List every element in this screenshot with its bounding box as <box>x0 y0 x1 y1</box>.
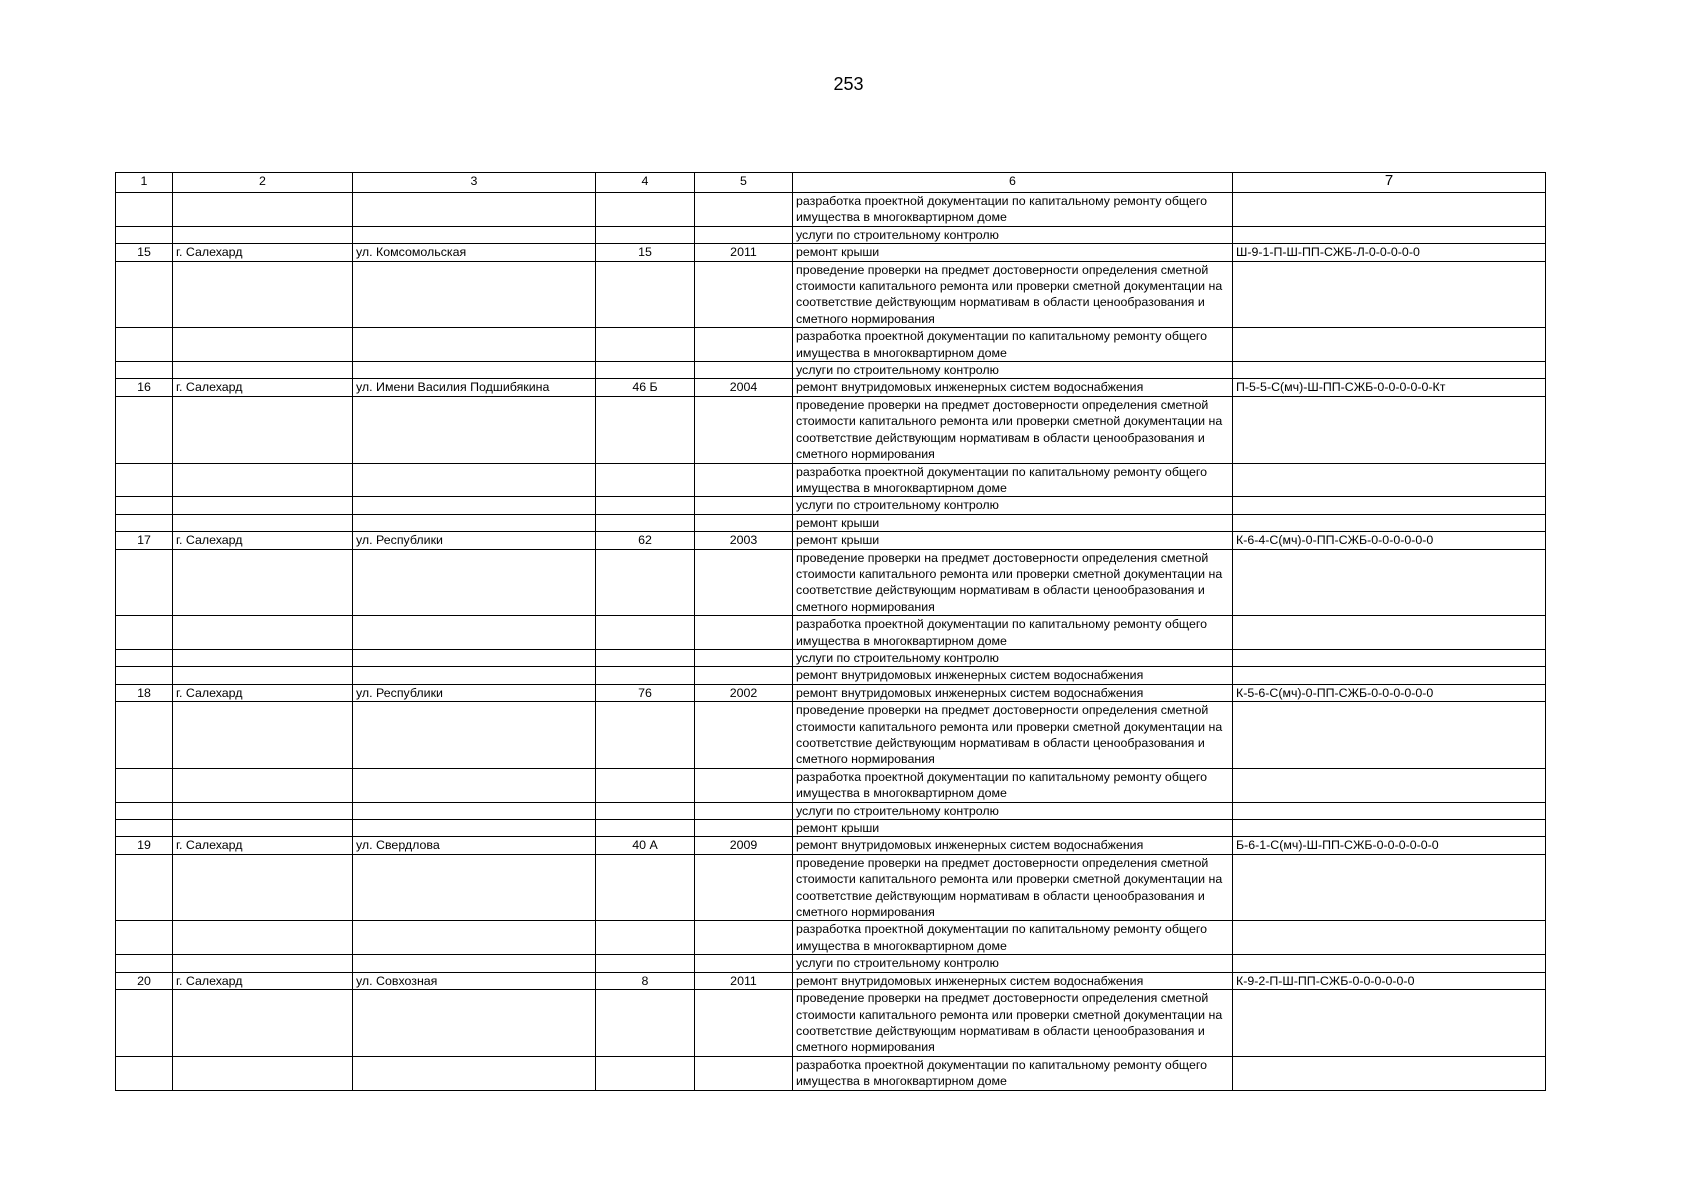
cell-street <box>353 921 596 955</box>
cell-year <box>695 362 793 379</box>
column-header-4: 4 <box>596 173 695 193</box>
cell-year <box>695 463 793 497</box>
cell-house <box>596 854 695 921</box>
table-row <box>116 549 1546 616</box>
cell-year: 2011 <box>695 244 793 261</box>
cell-work: разработка проектной документации по капитальному ремонту общего имущества в многоквартирном доме <box>793 616 1233 650</box>
cell-code <box>1233 667 1546 684</box>
cell-house <box>596 820 695 837</box>
table-row <box>116 990 1546 1057</box>
cell-work: проведение проверки на предмет достоверности определения сметной стоимости капитального ремонта или проверки сметной документации на соответствие действующим нормативам в области ценообразования и сметного нормирования <box>793 702 1233 769</box>
cell-number: 19 <box>116 837 173 854</box>
cell-city: г. Салехард <box>173 244 353 261</box>
cell-code <box>1233 328 1546 362</box>
table-row <box>116 955 1546 972</box>
cell-year <box>695 955 793 972</box>
cell-street <box>353 328 596 362</box>
table-row <box>116 802 1546 819</box>
cell-house: 46 Б <box>596 379 695 396</box>
cell-number <box>116 497 173 514</box>
cell-year <box>695 328 793 362</box>
cell-year: 2004 <box>695 379 793 396</box>
cell-code <box>1233 226 1546 243</box>
cell-number <box>116 820 173 837</box>
cell-city: г. Салехард <box>173 379 353 396</box>
table-row <box>116 820 1546 837</box>
cell-street <box>353 514 596 531</box>
cell-house <box>596 702 695 769</box>
cell-code <box>1233 820 1546 837</box>
cell-code <box>1233 514 1546 531</box>
cell-number <box>116 193 173 227</box>
cell-house <box>596 802 695 819</box>
table-row <box>116 244 1546 261</box>
cell-year <box>695 193 793 227</box>
cell-street <box>353 396 596 463</box>
cell-number <box>116 514 173 531</box>
cell-city <box>173 193 353 227</box>
header-row <box>116 173 1546 193</box>
cell-street: ул. Республики <box>353 532 596 549</box>
cell-number: 17 <box>116 532 173 549</box>
cell-city <box>173 702 353 769</box>
cell-work: ремонт крыши <box>793 244 1233 261</box>
cell-street <box>353 1056 596 1090</box>
cell-city <box>173 820 353 837</box>
cell-code: Ш-9-1-П-Ш-ПП-СЖБ-Л-0-0-0-0-0 <box>1233 244 1546 261</box>
cell-city <box>173 1056 353 1090</box>
column-header-3: 3 <box>353 173 596 193</box>
cell-work: разработка проектной документации по капитальному ремонту общего имущества в многоквартирном доме <box>793 193 1233 227</box>
cell-year <box>695 649 793 666</box>
table-row <box>116 514 1546 531</box>
cell-year <box>695 616 793 650</box>
page-number: 253 <box>833 74 864 94</box>
cell-work: услуги по строительному контролю <box>793 226 1233 243</box>
cell-house <box>596 514 695 531</box>
cell-code: К-5-6-С(мч)-0-ПП-СЖБ-0-0-0-0-0-0 <box>1233 684 1546 701</box>
table-row <box>116 649 1546 666</box>
cell-city <box>173 549 353 616</box>
cell-code <box>1233 990 1546 1057</box>
table-row <box>116 193 1546 227</box>
works-table <box>115 172 1546 1091</box>
cell-code: П-5-5-С(мч)-Ш-ПП-СЖБ-0-0-0-0-0-Кт <box>1233 379 1546 396</box>
cell-year <box>695 396 793 463</box>
cell-code <box>1233 854 1546 921</box>
cell-code <box>1233 193 1546 227</box>
cell-work: ремонт крыши <box>793 514 1233 531</box>
cell-year <box>695 514 793 531</box>
table-row <box>116 972 1546 989</box>
cell-city <box>173 649 353 666</box>
cell-house <box>596 1056 695 1090</box>
cell-work: проведение проверки на предмет достоверности определения сметной стоимости капитального ремонта или проверки сметной документации на соответствие действующим нормативам в области ценообразования и сметного нормирования <box>793 261 1233 328</box>
cell-number <box>116 1056 173 1090</box>
cell-work: ремонт внутридомовых инженерных систем водоснабжения <box>793 837 1233 854</box>
cell-house: 76 <box>596 684 695 701</box>
table-row <box>116 1056 1546 1090</box>
cell-house <box>596 193 695 227</box>
cell-code <box>1233 549 1546 616</box>
cell-street <box>353 497 596 514</box>
cell-code: К-6-4-С(мч)-0-ПП-СЖБ-0-0-0-0-0-0 <box>1233 532 1546 549</box>
cell-code <box>1233 616 1546 650</box>
cell-year <box>695 549 793 616</box>
cell-street <box>353 955 596 972</box>
cell-street: ул. Свердлова <box>353 837 596 854</box>
column-header-7: 7 <box>1233 173 1546 193</box>
table-row <box>116 854 1546 921</box>
cell-house <box>596 497 695 514</box>
cell-street <box>353 549 596 616</box>
cell-year <box>695 854 793 921</box>
cell-year: 2009 <box>695 837 793 854</box>
cell-number <box>116 362 173 379</box>
cell-street <box>353 702 596 769</box>
cell-street <box>353 667 596 684</box>
cell-code <box>1233 1056 1546 1090</box>
cell-city: г. Салехард <box>173 684 353 701</box>
cell-house <box>596 549 695 616</box>
cell-year <box>695 802 793 819</box>
cell-code <box>1233 702 1546 769</box>
cell-work: разработка проектной документации по капитальному ремонту общего имущества в многоквартирном доме <box>793 1056 1233 1090</box>
table-row <box>116 667 1546 684</box>
cell-house <box>596 768 695 802</box>
cell-number: 16 <box>116 379 173 396</box>
cell-city <box>173 854 353 921</box>
cell-work: разработка проектной документации по капитальному ремонту общего имущества в многоквартирном доме <box>793 463 1233 497</box>
cell-year <box>695 820 793 837</box>
cell-code <box>1233 921 1546 955</box>
cell-street <box>353 616 596 650</box>
cell-house: 15 <box>596 244 695 261</box>
cell-street <box>353 463 596 497</box>
cell-city <box>173 768 353 802</box>
cell-number <box>116 549 173 616</box>
cell-street <box>353 768 596 802</box>
cell-number <box>116 990 173 1057</box>
cell-work: ремонт крыши <box>793 820 1233 837</box>
cell-house: 40 А <box>596 837 695 854</box>
cell-work: услуги по строительному контролю <box>793 802 1233 819</box>
cell-street <box>353 226 596 243</box>
cell-city: г. Салехард <box>173 532 353 549</box>
cell-work: проведение проверки на предмет достоверности определения сметной стоимости капитального ремонта или проверки сметной документации на соответствие действующим нормативам в области ценообразования и сметного нормирования <box>793 854 1233 921</box>
cell-work: разработка проектной документации по капитальному ремонту общего имущества в многоквартирном доме <box>793 921 1233 955</box>
table-row <box>116 702 1546 769</box>
cell-number <box>116 261 173 328</box>
table-row <box>116 328 1546 362</box>
cell-city <box>173 667 353 684</box>
column-header-2: 2 <box>173 173 353 193</box>
cell-number <box>116 463 173 497</box>
cell-year <box>695 990 793 1057</box>
cell-year <box>695 226 793 243</box>
table-row <box>116 684 1546 701</box>
cell-work: ремонт внутридомовых инженерных систем водоснабжения <box>793 684 1233 701</box>
cell-street <box>353 261 596 328</box>
cell-work: проведение проверки на предмет достоверности определения сметной стоимости капитального ремонта или проверки сметной документации на соответствие действующим нормативам в области ценообразования и сметного нормирования <box>793 549 1233 616</box>
cell-work: услуги по строительному контролю <box>793 362 1233 379</box>
table-row <box>116 379 1546 396</box>
cell-street <box>353 990 596 1057</box>
cell-year <box>695 1056 793 1090</box>
cell-code <box>1233 497 1546 514</box>
cell-code <box>1233 955 1546 972</box>
cell-work: ремонт внутридомовых инженерных систем водоснабжения <box>793 379 1233 396</box>
cell-number <box>116 702 173 769</box>
cell-number: 18 <box>116 684 173 701</box>
table-row <box>116 837 1546 854</box>
cell-year: 2003 <box>695 532 793 549</box>
cell-city <box>173 616 353 650</box>
cell-house <box>596 990 695 1057</box>
cell-code <box>1233 362 1546 379</box>
cell-house <box>596 396 695 463</box>
cell-work: услуги по строительному контролю <box>793 955 1233 972</box>
table-body <box>116 193 1546 1091</box>
cell-work: ремонт внутридомовых инженерных систем водоснабжения <box>793 667 1233 684</box>
cell-year: 2011 <box>695 972 793 989</box>
cell-code: К-9-2-П-Ш-ПП-СЖБ-0-0-0-0-0-0 <box>1233 972 1546 989</box>
column-header-5: 5 <box>695 173 793 193</box>
cell-house <box>596 261 695 328</box>
cell-city: г. Салехард <box>173 972 353 989</box>
cell-number <box>116 955 173 972</box>
cell-street <box>353 362 596 379</box>
cell-number <box>116 802 173 819</box>
cell-number <box>116 328 173 362</box>
table-row <box>116 396 1546 463</box>
cell-number: 15 <box>116 244 173 261</box>
cell-code <box>1233 396 1546 463</box>
cell-street <box>353 649 596 666</box>
cell-year <box>695 497 793 514</box>
cell-work: услуги по строительному контролю <box>793 649 1233 666</box>
cell-year <box>695 702 793 769</box>
cell-work: проведение проверки на предмет достоверности определения сметной стоимости капитального ремонта или проверки сметной документации на соответствие действующим нормативам в области ценообразования и сметного нормирования <box>793 990 1233 1057</box>
cell-street <box>353 802 596 819</box>
cell-city <box>173 955 353 972</box>
cell-house <box>596 921 695 955</box>
cell-number <box>116 854 173 921</box>
cell-work: ремонт крыши <box>793 532 1233 549</box>
cell-house <box>596 649 695 666</box>
cell-house <box>596 362 695 379</box>
cell-street: ул. Комсомольская <box>353 244 596 261</box>
cell-code <box>1233 768 1546 802</box>
cell-number: 20 <box>116 972 173 989</box>
cell-year <box>695 667 793 684</box>
cell-house <box>596 463 695 497</box>
cell-city: г. Салехард <box>173 837 353 854</box>
cell-year <box>695 921 793 955</box>
cell-house: 62 <box>596 532 695 549</box>
cell-code <box>1233 649 1546 666</box>
cell-year: 2002 <box>695 684 793 701</box>
cell-code <box>1233 261 1546 328</box>
cell-code <box>1233 463 1546 497</box>
table-row <box>116 921 1546 955</box>
cell-work: разработка проектной документации по капитальному ремонту общего имущества в многоквартирном доме <box>793 328 1233 362</box>
cell-house <box>596 328 695 362</box>
cell-city <box>173 328 353 362</box>
cell-city <box>173 802 353 819</box>
table-row <box>116 261 1546 328</box>
cell-street: ул. Совхозная <box>353 972 596 989</box>
cell-street: ул. Имени Василия Подшибякина <box>353 379 596 396</box>
cell-city <box>173 261 353 328</box>
cell-city <box>173 396 353 463</box>
cell-house <box>596 616 695 650</box>
cell-work: ремонт внутридомовых инженерных систем водоснабжения <box>793 972 1233 989</box>
table-row <box>116 463 1546 497</box>
column-header-1: 1 <box>116 173 173 193</box>
cell-number <box>116 396 173 463</box>
cell-number <box>116 667 173 684</box>
cell-work: услуги по строительному контролю <box>793 497 1233 514</box>
cell-house <box>596 667 695 684</box>
table-row <box>116 532 1546 549</box>
column-header-6: 6 <box>793 173 1233 193</box>
cell-number <box>116 226 173 243</box>
cell-work: проведение проверки на предмет достоверности определения сметной стоимости капитального ремонта или проверки сметной документации на соответствие действующим нормативам в области ценообразования и сметного нормирования <box>793 396 1233 463</box>
cell-city <box>173 990 353 1057</box>
cell-year <box>695 768 793 802</box>
cell-house <box>596 226 695 243</box>
cell-street: ул. Республики <box>353 684 596 701</box>
cell-city <box>173 362 353 379</box>
cell-year <box>695 261 793 328</box>
cell-city <box>173 463 353 497</box>
cell-street <box>353 854 596 921</box>
table-row <box>116 497 1546 514</box>
table-row <box>116 616 1546 650</box>
cell-code: Б-6-1-С(мч)-Ш-ПП-СЖБ-0-0-0-0-0-0 <box>1233 837 1546 854</box>
cell-code <box>1233 802 1546 819</box>
cell-number <box>116 768 173 802</box>
table-row <box>116 362 1546 379</box>
cell-work: разработка проектной документации по капитальному ремонту общего имущества в многоквартирном доме <box>793 768 1233 802</box>
cell-city <box>173 226 353 243</box>
cell-city <box>173 514 353 531</box>
cell-house: 8 <box>596 972 695 989</box>
cell-city <box>173 497 353 514</box>
cell-number <box>116 921 173 955</box>
cell-street <box>353 193 596 227</box>
cell-number <box>116 616 173 650</box>
cell-street <box>353 820 596 837</box>
cell-house <box>596 955 695 972</box>
cell-number <box>116 649 173 666</box>
table-row <box>116 226 1546 243</box>
cell-city <box>173 921 353 955</box>
table-row <box>116 768 1546 802</box>
